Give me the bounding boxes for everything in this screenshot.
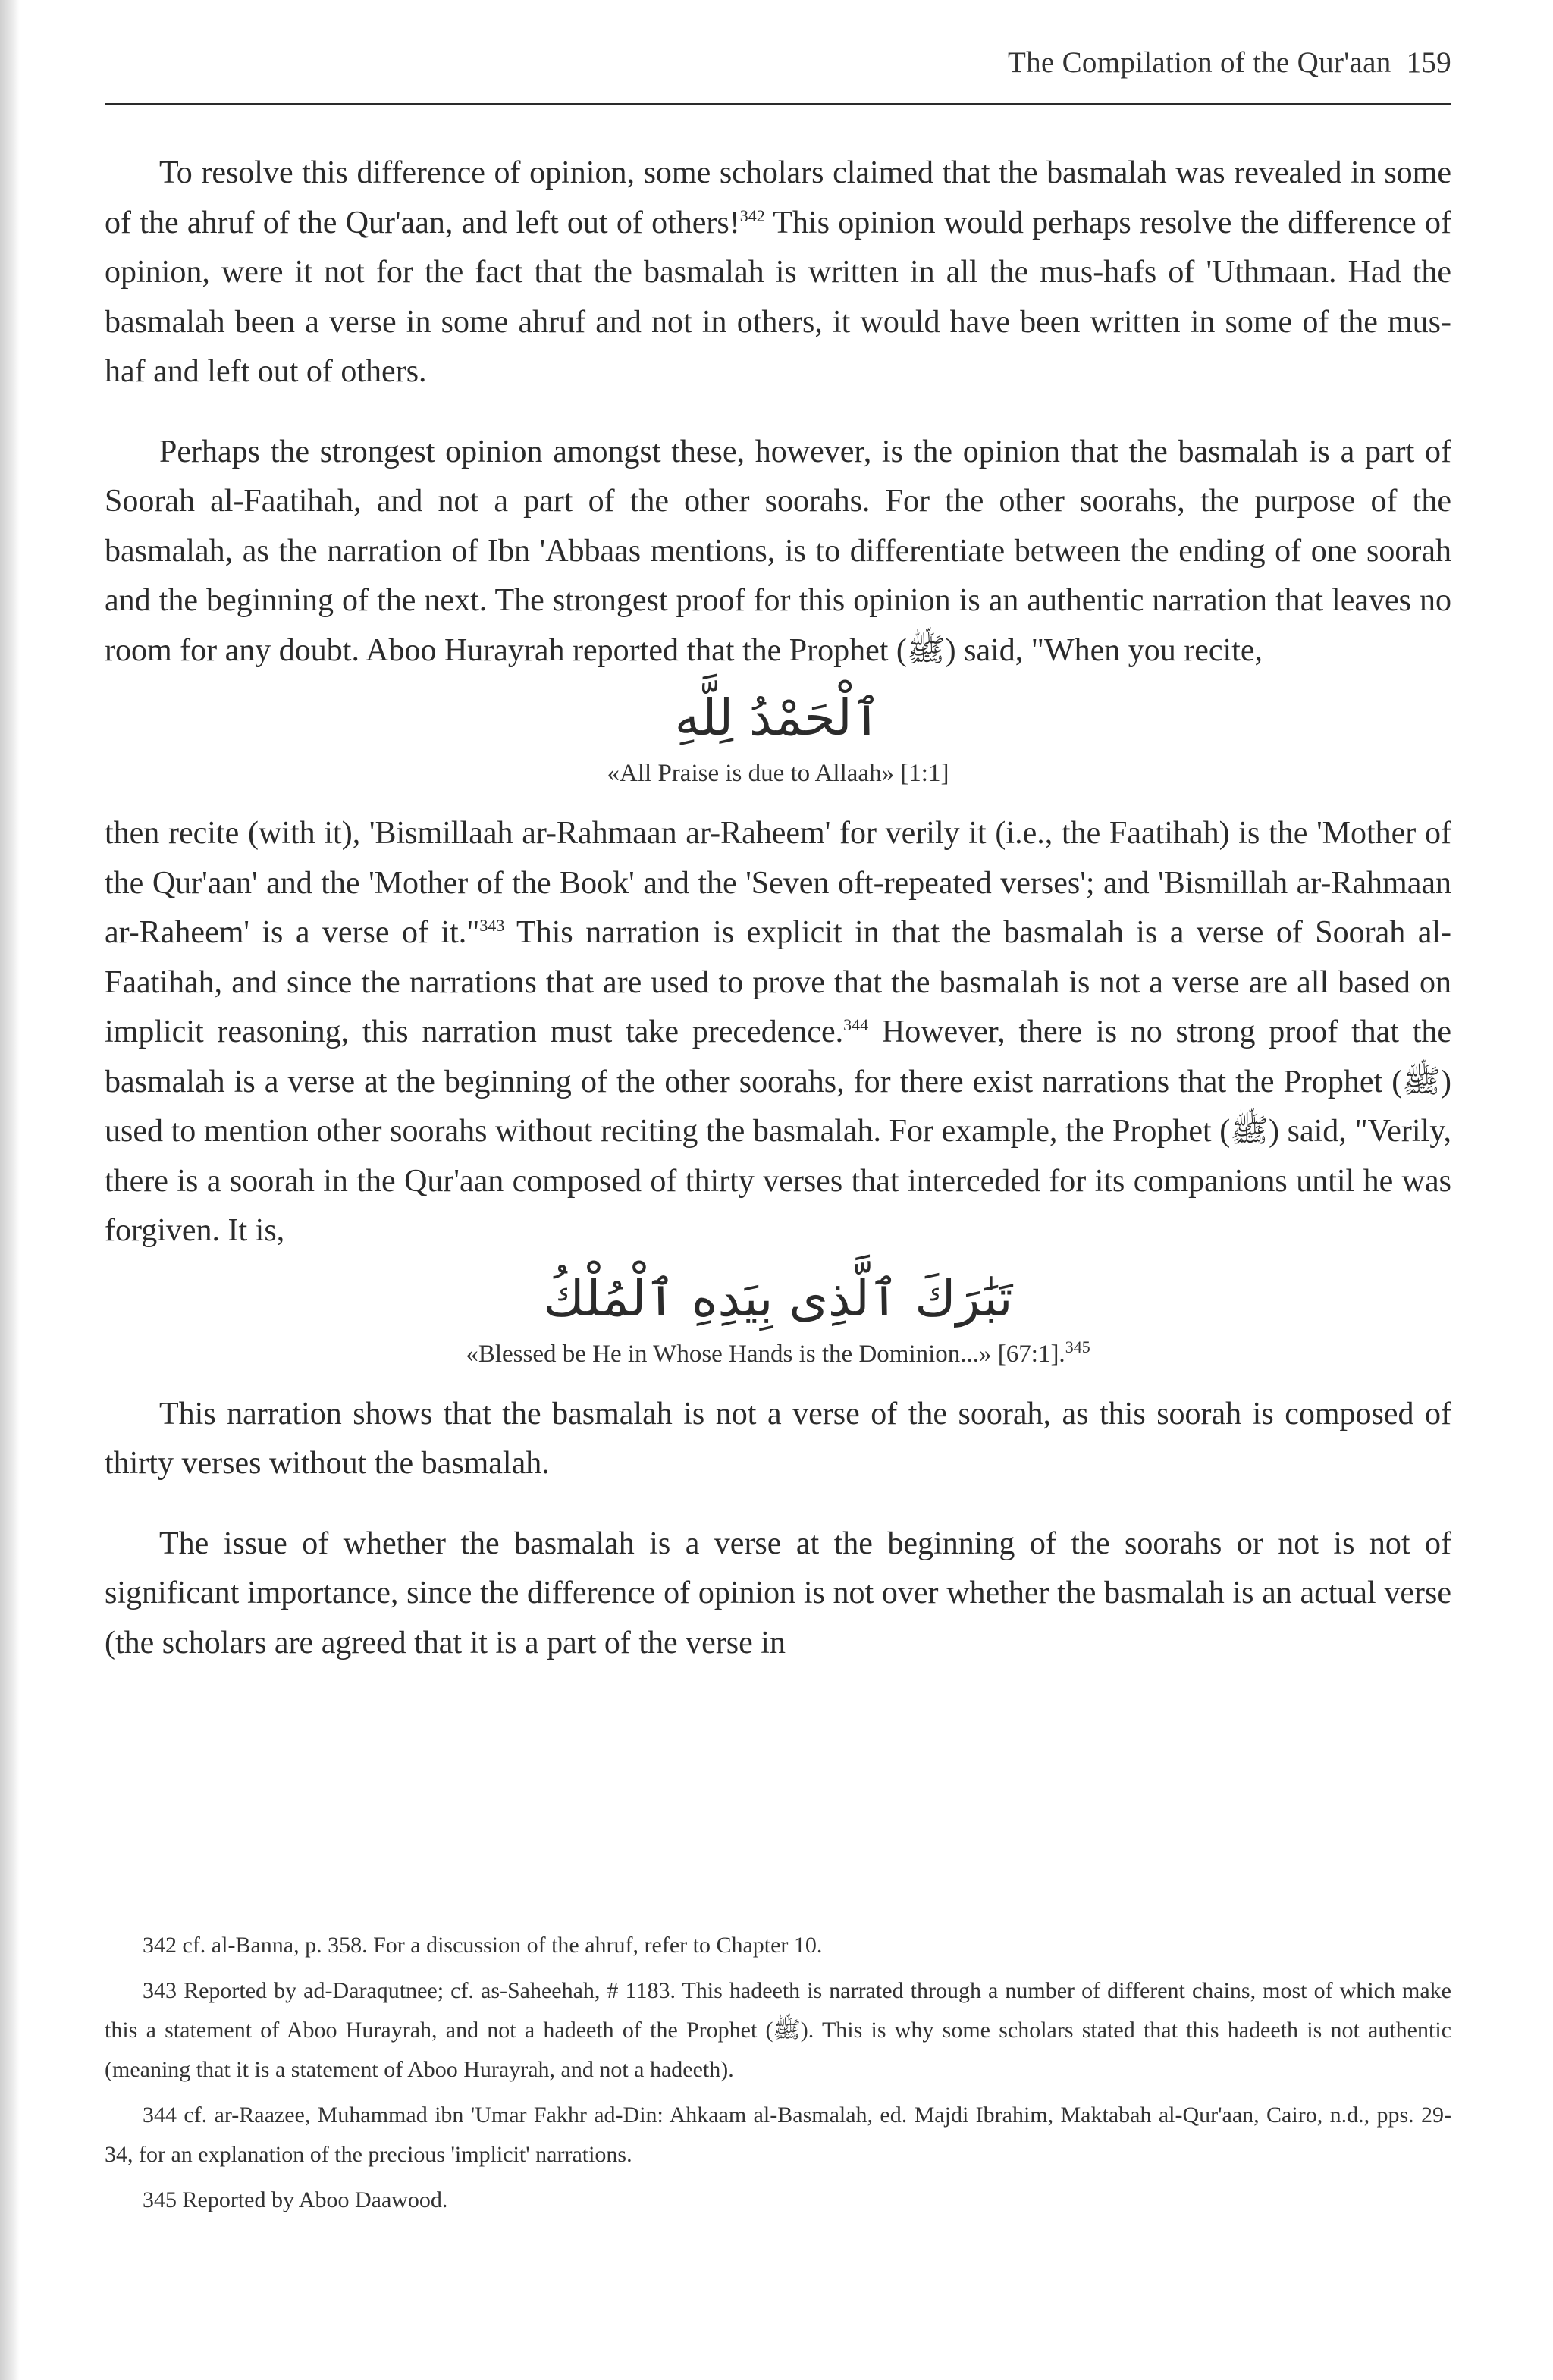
footnote: 342 cf. al-Banna, p. 358. For a discussion of the ahruf, refer to Chapter 10. bbox=[143, 1933, 823, 1958]
verse-translation: «All Praise is due to Allaah» [1:1] bbox=[607, 760, 949, 787]
page-gutter-shadow bbox=[0, 0, 20, 2380]
page-number: 159 bbox=[1406, 46, 1451, 79]
running-head bbox=[1008, 45, 1451, 80]
arabic-verse: ٱلْحَمْدُ لِلَّهِ bbox=[674, 688, 882, 747]
running-title: The Compilation of the Qur'aan bbox=[1008, 46, 1391, 79]
paragraph: To resolve this difference of opinion, some scholars claimed that the basmalah was revealed in some of the ahruf of the Qur'aan, and left out of others!$^{342}$ This opinion would perhaps resolve the difference of opinion, were it not for the fact that the basmalah is written in all the mus-hafs of 'Uthmaan. Had the basmalah been a verse in some ahruf and not in others, it would have been written in some of the mus-haf and left out of others. bbox=[105, 155, 1451, 389]
footnote-ref: 345 bbox=[1065, 1337, 1090, 1356]
header-rule bbox=[105, 103, 1451, 105]
arabic-verse: تَبَٰرَكَ ٱلَّذِى بِيَدِهِ ٱلْمُلْكُ bbox=[543, 1268, 1013, 1328]
paragraph: The issue of whether the basmalah is a verse at the beginning of the soorahs or not is not of significant importance, since the difference of opinion is not over whether the basmalah is an actual verse (the scholars are agreed that it is a part of the verse in bbox=[105, 1526, 1451, 1660]
footnote-ref: 342 bbox=[739, 205, 765, 225]
footnote: 344 cf. ar-Raazee, Muhammad ibn 'Umar Fakhr ad-Din: Ahkaam al-Basmalah, ed. Majdi Ibrahim, Maktabah al-Qur'aan, Cairo, n.d., pps. 29-34, for an explanation of the precious 'implicit' narrations. bbox=[105, 2102, 1451, 2167]
paragraph: This narration shows that the basmalah is not a verse of the soorah, as this soorah is composed of thirty verses without the basmalah. bbox=[105, 1396, 1451, 1481]
footnote-ref: 343 bbox=[479, 916, 505, 935]
footnote: 343 Reported by ad-Daraqutnee; cf. as-Saheehah, # 1183. This hadeeth is narrated through a number of different chains, most of which make this a statement of Aboo Hurayrah, and not a hadeeth of the Prophet (ﷺ). This is why some scholars stated that this hadeeth is not authentic (meaning that it is a statement of Aboo Hurayrah, and not a hadeeth). bbox=[105, 1978, 1451, 2082]
paragraph: then recite (with it), 'Bismillaah ar-Rahmaan ar-Raheem' for verily it (i.e., the Faatihah) is the 'Mother of the Qur'aan' and the 'Mother of the Book' and the 'Seven oft-repeated verses'; and 'Bismillah ar-Rahmaan ar-Raheem' is a verse of it."$^{343}$ This narration is explicit in that the basmalah is a verse of Soorah al-Faatihah, and since the narrations that are used to prove that the basmalah is not a verse are all based on implicit reasoning, this narration must take precedence.$^{344}$ However, there is no strong proof that the basmalah is a verse at the beginning of the other soorahs, for there exist narrations that the Prophet (ﷺ) used to mention other soorahs without reciting the basmalah. For example, the Prophet (ﷺ) said, "Verily, there is a soorah in the Qur'aan composed of thirty verses that interceded for its companions until he was forgiven. It is, bbox=[105, 816, 1452, 1248]
footnote-ref: 344 bbox=[843, 1015, 869, 1034]
footnote: 345 Reported by Aboo Daawood. bbox=[143, 2187, 448, 2212]
paragraph: Perhaps the strongest opinion amongst these, however, is the opinion that the basmalah is a part of Soorah al-Faatihah, and not a part of the other soorahs. For the other soorahs, the purpose of the basmalah, as the narration of Ibn 'Abbaas mentions, is to differentiate between the ending of one soorah and the beginning of the next. The strongest proof for this opinion is an authentic narration that leaves no room for any doubt. Aboo Hurayrah reported that the Prophet (ﷺ) said, "When you recite, bbox=[105, 434, 1451, 668]
body-text bbox=[105, 149, 1451, 1698]
footnotes bbox=[105, 1926, 1451, 2226]
verse-translation: «Blessed be He in Whose Hands is the Dominion...» [67:1].$^{345}$ bbox=[466, 1337, 1090, 1368]
